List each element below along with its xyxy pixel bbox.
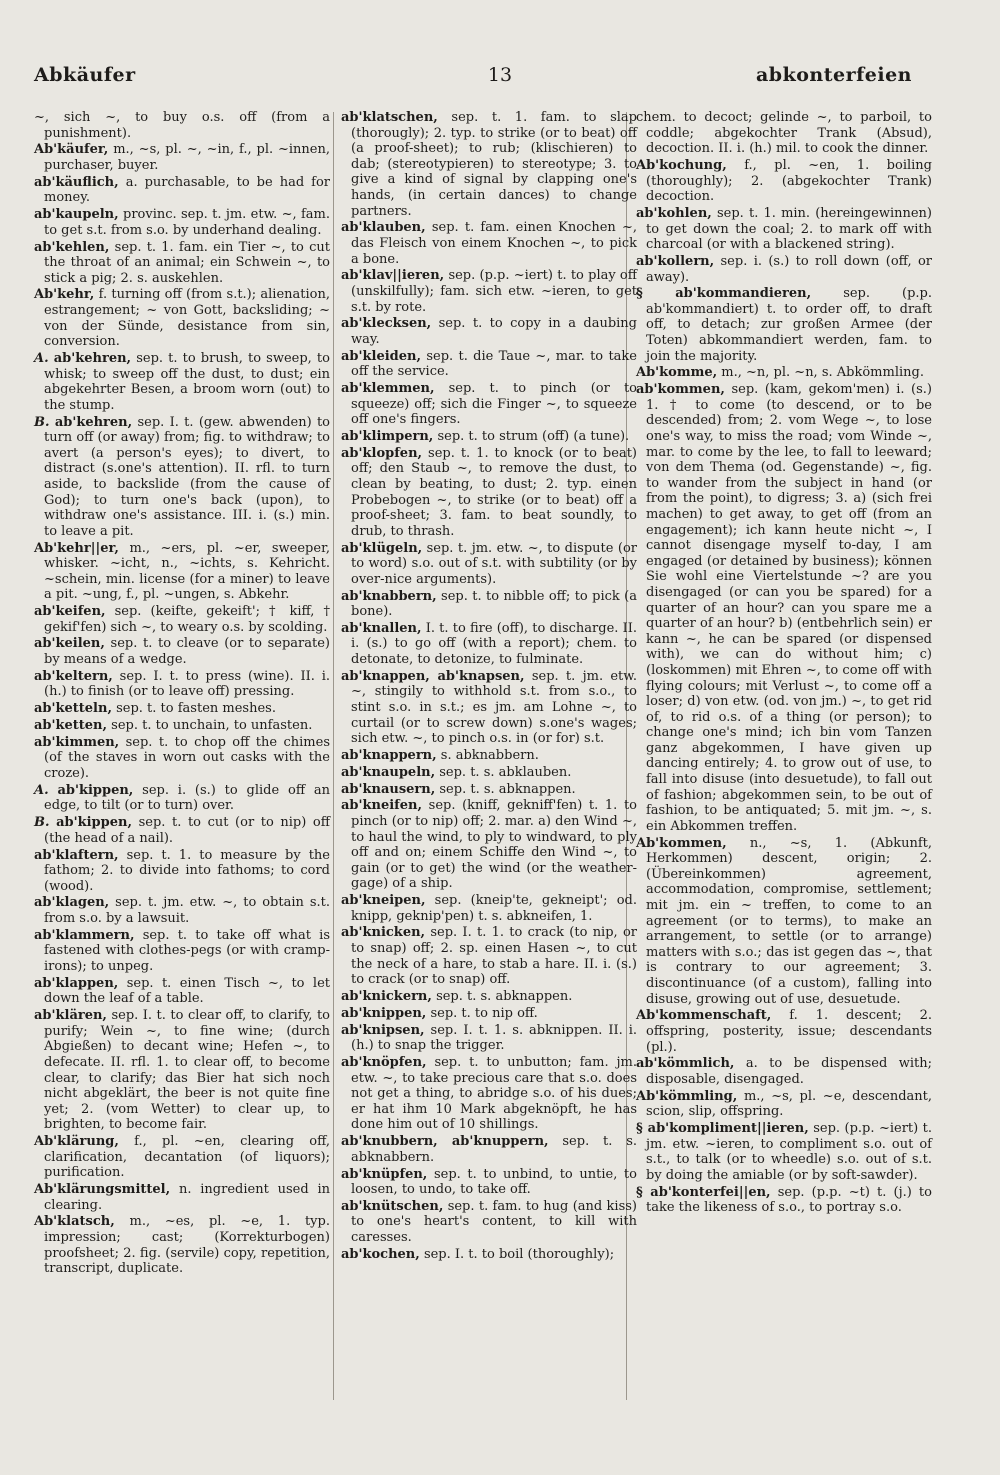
- headword: ab'kaupeln,: [34, 207, 119, 223]
- definition: sep. t. to cleave (or to separate) by means of a wedge.: [44, 636, 331, 668]
- headword: ab'klauben,: [341, 220, 426, 236]
- dictionary-entry: [341, 1199, 637, 1246]
- dictionary-entry: [341, 1055, 637, 1133]
- headword: § ab'kommandieren,: [636, 286, 812, 302]
- headword: ab'klopfen,: [341, 445, 423, 461]
- dictionary-entry: [636, 158, 932, 205]
- definition: n. ingredient used in clearing.: [44, 1182, 330, 1213]
- headword: ab'ketteln,: [34, 701, 112, 717]
- dictionary-entry: [34, 175, 330, 206]
- definition: sep. t. 1. fam. to slap (thorougly); 2. typ. to strike (or to beat) off (a proof-sheet); to rub; (klischieren) to dab; (stereotypieren) to stereotype; 3. to give a kind of signal by clapping one's hands, (in certain dances) to change partners.: [351, 110, 637, 219]
- dictionary-entry: [34, 142, 330, 173]
- definition: provinc. sep. t. jm. etw. ~, fam. to get s.t. from s.o. by underhand dealing.: [44, 207, 330, 238]
- definition: sep. i. (s.) to glide off an edge, to tilt (or to turn) over.: [44, 782, 330, 814]
- headword: ab'kommen,: [636, 382, 725, 398]
- dictionary-entry: [34, 287, 330, 349]
- headword: ab'knipsen,: [341, 1022, 425, 1038]
- definition: sep. (keifte, gekeift'; † kiff, † gekif'fen) sich ~, to weary o.s. by scolding.: [44, 604, 330, 635]
- dictionary-entry: [636, 254, 932, 285]
- headword: ab'klügeln,: [341, 540, 423, 556]
- headword: Ab'klärungsmittel,: [34, 1182, 171, 1198]
- dictionary-entry: [341, 893, 637, 924]
- definition: sep. t. s. abknappen.: [436, 989, 573, 1005]
- headword: ab'kehlen,: [34, 239, 110, 255]
- homograph-marker: B.: [34, 815, 50, 831]
- headword: ab'klagen,: [34, 895, 110, 911]
- definition: sep. t. to unbind, to untie, to loosen, to undo, to take off.: [351, 1166, 637, 1198]
- definition: m., ~s, pl. ~, ~in, f., pl. ~innen, purchaser, buyer.: [44, 142, 330, 173]
- definition: sep. t. to strum (off) (a tune).: [437, 429, 630, 444]
- definition: sep. t. fam. to hug (and kiss) to one's heart's content, to kill with caresses.: [351, 1198, 637, 1246]
- headword: ab'kimmen,: [34, 734, 120, 750]
- dictionary-entry: [341, 268, 637, 315]
- headword: § ab'kompliment||ieren,: [636, 1121, 809, 1137]
- dictionary-entry: [341, 110, 637, 219]
- headword: Ab'kochung,: [636, 157, 727, 173]
- dictionary-entry: [636, 1121, 932, 1183]
- column-2: [341, 110, 637, 1264]
- definition: sep. (p.p. ~t) t. (j.) to take the likeness of s.o., to portray s.o.: [646, 1184, 932, 1216]
- definition: f. turning off (from s.t.); alienation, estrangement; ~ von Gott, backsliding; ~ von der Sünde, desistance from sin, conversion.: [44, 287, 330, 350]
- headword: Ab'klatsch,: [34, 1214, 115, 1230]
- definition: m., ~es, pl. ~e, 1. typ. impression; cast; (Korrekturbogen) proofsheet; 2. fig. (servile) copy, repetition, transcript, duplicate.: [44, 1214, 330, 1277]
- headword: ab'knütschen,: [341, 1198, 444, 1214]
- definition: n., ~s, 1. (Abkunft, Herkommen) descent, origin; 2. (Übereinkommen) agreement, accommodation, compromise, settlement; mit jm. ein ~ treffen, to come to an agreement (or to terms), to make an arrangement, to settle (or to arrange) matters with s.o.; das ist gegen das ~, that is contrary to our agreement; 3. discontinuance (of a custom), falling into disuse, growing out of use, desuetude.: [646, 835, 932, 1007]
- definition: sep. t. 1. min. (hereingewinnen) to get down the coal; 2. to mark off with charcoal (or with a blackened string).: [646, 205, 932, 253]
- dictionary-entry: [34, 1134, 330, 1181]
- homograph-marker: B.: [34, 414, 50, 430]
- dictionary-entry: [34, 783, 330, 814]
- definition: sep. t. jm. etw. ~, to obtain s.t. from s.o. by a lawsuit.: [44, 895, 330, 927]
- headword: Ab'komme,: [636, 365, 718, 381]
- homograph-marker: A.: [34, 782, 49, 798]
- headword: ab'knöpfen,: [341, 1054, 427, 1070]
- headword: ab'knabbern,: [341, 588, 437, 604]
- definition: sep. t. to unbutton; fam. jm. etw. ~, to take precious care that s.o. does not get a thing, to abridge s.o. of his dues; er hat ihm 10 Mark abgeknöpft, he has done him out of 10 shillings.: [351, 1054, 637, 1133]
- headword: Ab'kehr,: [34, 287, 95, 303]
- column-3: [636, 110, 932, 1217]
- dictionary-entry: [34, 636, 330, 667]
- definition: sep. t. to unchain, to unfasten.: [111, 718, 313, 733]
- column-rule-left: [333, 112, 334, 1400]
- headword: ab'klammern,: [34, 927, 135, 943]
- definition: m., ~s, pl. ~e, descendant, scion, slip, offspring.: [646, 1088, 932, 1120]
- dictionary-entry: [34, 1214, 330, 1276]
- dictionary-entry: [34, 895, 330, 926]
- dictionary-entry: [636, 1056, 932, 1087]
- headword: ab'klemmen,: [341, 381, 435, 397]
- dictionary-entry: [34, 669, 330, 700]
- definition: sep. t. to pinch (or to squeeze) off; sich die Finger ~, to squeeze off one's fingers.: [351, 381, 637, 428]
- definition: sep. I. t. 1. s. abknippen. II. i. (h.) to snap the trigger.: [351, 1022, 638, 1054]
- headword: ab'kippen,: [57, 782, 134, 798]
- dictionary-entry: [341, 1247, 637, 1263]
- dictionary-entry: [34, 928, 330, 975]
- definition: f., pl. ~en, clearing off, clarification, decantation (of liquors); purification.: [44, 1134, 330, 1181]
- dictionary-entry: [34, 541, 330, 603]
- dictionary-entry: [34, 718, 330, 734]
- definition: sep. (p.p. ~iert) t. to play off (unskilfully); fam. sich etw. ~ieren, to get s.t. by rote.: [351, 268, 637, 315]
- dictionary-entry: [34, 815, 330, 846]
- definition: sep. t. die Taue ~, mar. to take off the service.: [351, 348, 637, 380]
- headword: Ab'käufer,: [34, 142, 109, 158]
- dictionary-entry: [341, 349, 637, 380]
- dictionary-entry: [34, 604, 330, 635]
- headword: ab'knüpfen,: [341, 1166, 428, 1182]
- headword: ab'kohlen,: [636, 205, 712, 221]
- headword: ab'kneifen,: [341, 798, 423, 814]
- definition: sep. i. (s.) to roll down (off, or away).: [646, 253, 932, 285]
- definition: sep. I. t. 1. to crack (to nip, or to snap) off; 2. sp. einen Hasen ~, to cut the neck of a hare, to stab a hare. II. i. (s.) to crack (or to snap) off.: [351, 925, 637, 988]
- definition: s. abknabbern.: [440, 748, 539, 763]
- definition: sep. t. fam. einen Knochen ~, das Fleisch von einem Knochen ~, to pick a bone.: [351, 220, 637, 267]
- dictionary-entry: [34, 415, 330, 540]
- headword: ab'kleiden,: [341, 348, 421, 364]
- headword: ab'knippen,: [341, 1005, 427, 1021]
- definition: sep. t. to brush, to sweep, to whisk; to sweep off the dust, to dust; ein abgekehrter Besen, a broom worn (out) to the stump.: [44, 351, 330, 413]
- dictionary-entry: [34, 240, 330, 287]
- definition: a. to be dispensed with; disposable, disengaged.: [646, 1056, 932, 1087]
- dictionary-entry: [341, 782, 637, 798]
- dictionary-entry: [341, 1167, 637, 1198]
- definition: sep. I. t. (gew. abwenden) to turn off (or away) from; fig. to withdraw; to avert (a person's eyes); to divert, to distract (s.one's attention). II. rfl. to turn aside, to backslide (from the cause of God); to turn one's back (upon), to withdraw one's assistance. III. i. (s.) min. to leave a pit.: [44, 414, 331, 539]
- dictionary-entry: [34, 976, 330, 1007]
- definition: sep. t. s. abklauben.: [439, 764, 572, 780]
- dictionary-entry: [341, 925, 637, 987]
- headword: ab'keilen,: [34, 636, 105, 652]
- definition: sep. (kneip'te, gekneipt'; od. knipp, geknip'pen) t. s. abkneifen, 1.: [351, 893, 637, 924]
- definition: I. t. to fire (off), to discharge. II. i. (s.) to go off (with a report); chem. to detonate, to detonize, to fulminate.: [351, 620, 638, 668]
- header-first-word: Abkäufer: [34, 64, 136, 86]
- definition: sep. t. to nibble off; to pick (a bone).: [351, 588, 637, 620]
- dictionary-entry: [34, 735, 330, 782]
- definition: chem. to decoct; gelinde ~, to parboil, to coddle; abgekochter Trank (Absud), decoction. II. i. (h.) mil. to cook the dinner.: [636, 110, 932, 157]
- dictionary-entry: [636, 1089, 932, 1120]
- definition: sep. t. to fasten meshes.: [116, 701, 276, 717]
- definition: f. 1. descent; 2. offspring, posterity, issue; descendants (pl.).: [646, 1008, 932, 1055]
- definition: sep. t. s. abknappen.: [439, 781, 576, 797]
- headword: ab'knubbern, ab'knuppern,: [341, 1134, 549, 1150]
- dictionary-entry: [34, 110, 330, 141]
- dictionary-entry: [34, 848, 330, 895]
- headword: Ab'kommen,: [636, 835, 727, 851]
- headword: ab'klären,: [34, 1008, 107, 1024]
- dictionary-entry: [341, 1006, 637, 1022]
- headword: Ab'kommenschaft,: [636, 1008, 772, 1024]
- dictionary-entry: [34, 1008, 330, 1133]
- definition: sep. t. 1. fam. ein Tier ~, to cut the throat of an animal; ein Schwein ~, to stick a pig; 2. s. auskehlen.: [44, 239, 330, 286]
- headword: ab'käuflich,: [34, 174, 119, 190]
- headword: ab'kochen,: [341, 1246, 420, 1262]
- headword: ab'knappern,: [341, 748, 437, 763]
- headword: ab'keltern,: [34, 668, 113, 684]
- headword: ab'knickern,: [341, 989, 432, 1005]
- headword: Ab'kömmling,: [636, 1088, 738, 1104]
- dictionary-entry: [34, 207, 330, 238]
- headword: ab'klav||ieren,: [341, 268, 445, 284]
- definition: sep. I. t. to clear off, to clarify, to purify; Wein ~, to fine wine; (durch Abgießen) to decant wine; Hefen ~, to defecate. II. rfl. 1. to clear off, to become clear, to clarify; das Bier hat sich noch nicht abgeklärt, the beer is not quite fine yet; 2. (vom Wetter) to clear up, to brighten, to become fair.: [44, 1008, 330, 1133]
- dictionary-entry: [636, 286, 932, 364]
- dictionary-entry: [636, 1185, 932, 1216]
- dictionary-entry: [34, 351, 330, 413]
- headword: ab'klimpern,: [341, 429, 434, 444]
- definition: m., ~ers, pl. ~er, sweeper, whisker. ~icht, n., ~ichts, s. Kehricht. ~schein, min. license (for a miner) to leave a pit. ~ung, f., pl. ~ungen, s. Abkehr.: [44, 540, 330, 603]
- homograph-marker: A.: [34, 351, 49, 367]
- dictionary-entry: [341, 669, 637, 747]
- dictionary-entry: [636, 206, 932, 253]
- definition: ~, sich ~, to buy o.s. off (from a punishment).: [34, 110, 330, 141]
- dictionary-entry: [636, 382, 932, 834]
- headword: ab'klaftern,: [34, 847, 119, 863]
- headword: ab'knicken,: [341, 925, 426, 941]
- dictionary-entry: [341, 989, 637, 1005]
- definition: sep. t. jm. etw. ~, stingily to withhold s.t. from s.o., to stint s.o. in s.t.; es jm. am Lohne ~, to curtail (or to screw down) s.one's wages; sich etw. ~, to pinch o.s. in (or for) s.t.: [351, 668, 637, 747]
- definition: f., pl. ~en, 1. boiling (thoroughly); 2. (abgekochter Trank) decoction.: [646, 157, 932, 205]
- dictionary-entry: [34, 701, 330, 717]
- headword: § ab'konterfei||en,: [636, 1184, 771, 1200]
- definition: sep. t. to copy in a daubing way.: [351, 316, 637, 347]
- definition: sep. t. 1. to knock (or to beat) off; den Staub ~, to remove the dust, to clean by beating, to dust; 2. typ. einen Probebogen ~, to strike (or to beat) off a proof-sheet; 3. fam. to beat soundly, to drub, to thrash.: [351, 445, 637, 539]
- dictionary-entry: [636, 365, 932, 381]
- dictionary-entry: [341, 765, 637, 781]
- page-number: 13: [487, 64, 513, 86]
- dictionary-entry: [341, 748, 637, 764]
- dictionary-entry: [636, 836, 932, 1008]
- dictionary-entry: [341, 541, 637, 588]
- headword: ab'kippen,: [56, 815, 132, 831]
- dictionary-entry: [341, 1023, 637, 1054]
- definition: sep. t. s. abknabbern.: [351, 1134, 637, 1165]
- definition: sep. (kam, gekom'men) i. (s.) 1. † to come (to descend, or to be descended) from; 2. vom Wege ~, to lose one's way, to miss the road; vom Winde ~, mar. to come by the lee, to fall to leeward; von dem Thema (od. Gegenstande) ~, fig. to wander from the subject in hand (or from the point), to digress; 3. a) (sich frei machen) to get away, to get off (from an engagement); ich kann heute nicht ~, I cannot disengage myself to-day, I am engaged (or detained by business); können Sie wohl eine Viertelstunde ~? are you disengaged (or can you be spared) for a quarter of an hour? can you spare me a quarter of an hour? b) (entbehrlich sein) er kann ~, he can be spared (or dispensed with), we can do without him; c) (loskommen) mit Ehren ~, to come off with flying colours; mit Verlust ~, to come off a loser; d) von etw. (od. von jm.) ~, to get rid of, to rid o.s. of a thing (or person); to change one's mind; ich bin vom Tanzen ganz abgekommen, I have given up dancing entirely; 4. to grow out of use, to fall into disuse (into desuetude), to fall out of fashion; abgekommen sein, to be out of fashion, to be antiquated; 5. mit jm. ~, s. ein Abkommen treffen.: [646, 382, 932, 834]
- headword: ab'kehren,: [54, 414, 133, 430]
- headword: ab'klatschen,: [341, 110, 438, 125]
- dictionary-entry: [341, 589, 637, 620]
- dictionary-entry: [341, 429, 637, 445]
- dictionary-entry: [34, 1182, 330, 1213]
- definition: sep. t. to nip off.: [430, 1005, 538, 1021]
- headword: Ab'klärung,: [34, 1134, 119, 1150]
- dictionary-entry: [341, 381, 637, 428]
- dictionary-entry: [341, 316, 637, 347]
- dictionary-entry: [636, 110, 932, 157]
- headword: ab'kollern,: [636, 253, 715, 269]
- headword: Ab'kehr||er,: [34, 540, 119, 556]
- dictionary-entry: [341, 621, 637, 668]
- definition: a. purchasable, to be had for money.: [44, 174, 330, 206]
- dictionary-entry: [636, 1008, 932, 1055]
- column-1: [34, 110, 330, 1278]
- definition: sep. t. to chop off the chimes (of the staves in worn out casks with the croze).: [44, 734, 330, 781]
- headword: ab'knallen,: [341, 620, 422, 636]
- headword: ab'kehren,: [53, 351, 132, 367]
- definition: m., ~n, pl. ~n, s. Abkömmling.: [721, 365, 924, 381]
- headword: ab'knappen, ab'knapsen,: [341, 668, 525, 684]
- definition: sep. t. to take off what is fastened with clothes-pegs (or with cramp-irons); to unpeg.: [44, 927, 330, 975]
- headword: ab'kömmlich,: [636, 1056, 735, 1072]
- dictionary-entry: [341, 446, 637, 540]
- definition: sep. I. t. to press (wine). II. i. (h.) to finish (or to leave off) pressing.: [44, 668, 331, 700]
- definition: sep. t. jm. etw. ~, to dispute (or to word) s.o. out of s.t. with subtility (or by over-nice arguments).: [351, 540, 637, 587]
- headword: ab'keifen,: [34, 604, 106, 620]
- headword: ab'knaupeln,: [341, 764, 436, 780]
- definition: sep. t. 1. to measure by the fathom; 2. to divide into fathoms; to cord (wood).: [44, 847, 330, 894]
- dictionary-entry: [341, 220, 637, 267]
- headword: ab'klappen,: [34, 975, 119, 991]
- headword: ab'klecksen,: [341, 316, 432, 332]
- definition: sep. (p.p. ab'kommandiert) t. to order off, to draft off, to detach; zur großen Armee (der Toten) abkommandiert werden, fam. to join the majority.: [646, 286, 932, 364]
- headword: ab'knausern,: [341, 781, 436, 797]
- definition: sep. (kniff, gekniff'fen) t. 1. to pinch (or to nip) off; 2. mar. a) den Wind ~, to haul the wind, to ply to windward, to ply off and on; einem Schiffe den Wind ~, to gain (or to get) the wind (or the weather-gage) of a ship.: [351, 798, 638, 892]
- definition: sep. t. einen Tisch ~, to let down the leaf of a table.: [44, 975, 330, 1007]
- definition: sep. I. t. to boil (thoroughly);: [423, 1246, 615, 1262]
- header-last-word: abkonterfeien: [755, 64, 912, 86]
- definition: sep. t. to cut (or to nip) off (the head of a nail).: [44, 815, 330, 846]
- running-header: [0, 60, 1000, 100]
- headword: ab'ketten,: [34, 718, 108, 733]
- dictionary-entry: [341, 1134, 637, 1165]
- dictionary-entry: [341, 798, 637, 892]
- definition: sep. (p.p. ~iert) t. jm. etw. ~ieren, to compliment s.o. out of s.t., to talk (or to wheedle) s.o. out of s.t. by doing the amiable (or by soft-sawder).: [646, 1121, 933, 1183]
- headword: ab'kneipen,: [341, 893, 426, 909]
